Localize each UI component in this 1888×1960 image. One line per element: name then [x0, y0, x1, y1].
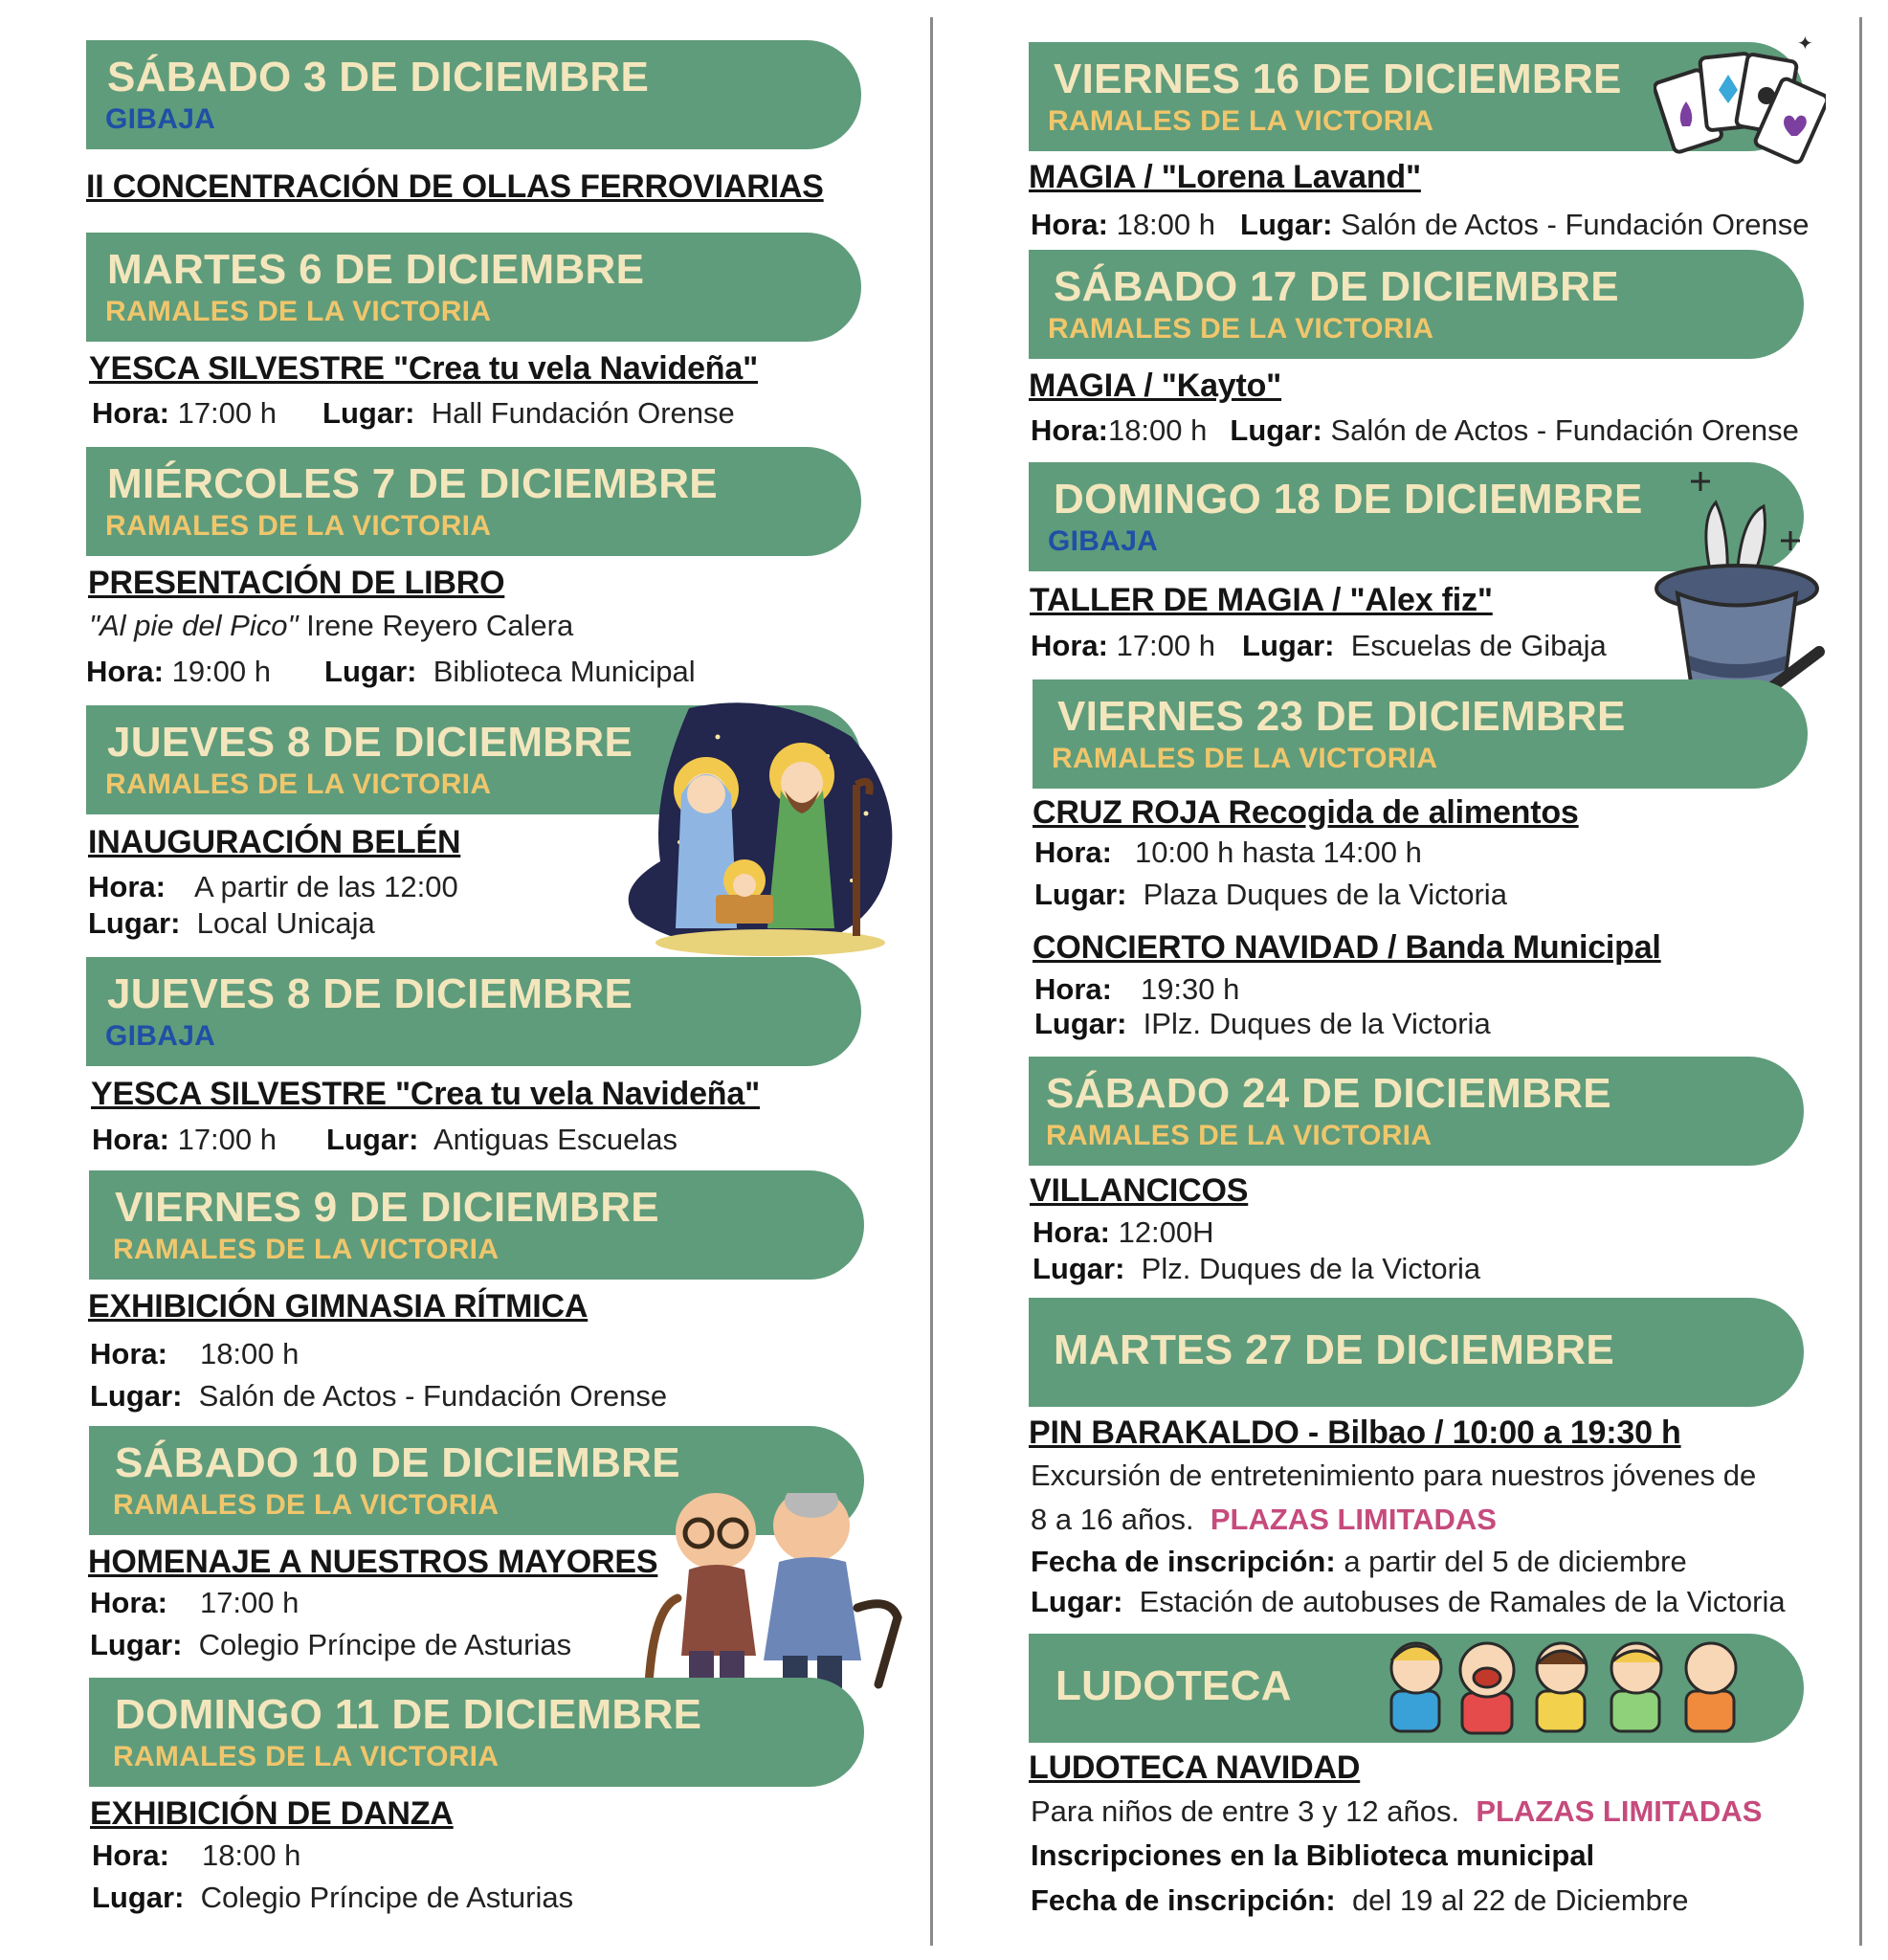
banner-place: RAMALES DE LA VICTORIA	[1046, 1120, 1433, 1151]
svg-text:✦: ✦	[1797, 36, 1813, 55]
event-lugar: Lugar: Plz. Duques de la Victoria	[1033, 1252, 1481, 1285]
date-banner-wed7	[86, 447, 861, 556]
banner-day: MARTES 27 DE DICIEMBRE	[1054, 1326, 1615, 1373]
event-hora-lugar: Hora: 17:00 h Lugar: Antiguas Escuelas	[92, 1123, 678, 1156]
banner-place: RAMALES DE LA VICTORIA	[1048, 313, 1434, 345]
banner-day: VIERNES 9 DE DICIEMBRE	[115, 1184, 659, 1231]
event-lugar: Lugar: Local Unicaja	[88, 906, 375, 940]
event-lugar: Lugar: Plaza Duques de la Victoria	[1034, 878, 1507, 911]
banner-day: JUEVES 8 DE DICIEMBRE	[107, 719, 633, 766]
banner-place: GIBAJA	[105, 103, 216, 135]
event-lugar: Lugar: Salón de Actos - Fundación Orense	[90, 1379, 668, 1413]
date-banner-thu8-gibaja	[86, 957, 861, 1066]
event-title: YESCA SILVESTRE "Crea tu vela Navideña"	[89, 350, 758, 387]
event-hora-lugar: Hora:18:00 h Lugar: Salón de Actos - Fundación Orense	[1031, 413, 1799, 447]
event-inscripciones: Inscripciones en la Biblioteca municipal	[1031, 1838, 1595, 1872]
banner-place: RAMALES DE LA VICTORIA	[1052, 743, 1438, 774]
date-banner-tue6	[86, 233, 861, 342]
event-lugar: Lugar: Colegio Príncipe de Asturias	[92, 1881, 574, 1914]
event-hora-lugar: Hora: 19:00 h Lugar: Biblioteca Municipal	[86, 655, 696, 688]
banner-day: SÁBADO 3 DE DICIEMBRE	[107, 54, 650, 100]
event-hora-lugar: Hora: 18:00 h Lugar: Salón de Actos - Fundación Orense	[1031, 208, 1810, 241]
event-title: INAUGURACIÓN BELÉN	[88, 824, 461, 860]
banner-day: JUEVES 8 DE DICIEMBRE	[107, 970, 633, 1017]
event-title: PIN BARAKALDO - Bilbao / 10:00 a 19:30 h	[1029, 1414, 1681, 1451]
event-title: YESCA SILVESTRE "Crea tu vela Navideña"	[91, 1076, 760, 1112]
banner-day: LUDOTECA	[1055, 1662, 1292, 1709]
event-lugar: Lugar: Colegio Príncipe de Asturias	[90, 1628, 572, 1661]
event-title: VILLANCICOS	[1030, 1172, 1249, 1209]
plazas-limitadas-badge: PLAZAS LIMITADAS	[1476, 1794, 1763, 1828]
event-book: "Al pie del Pico" Irene Reyero Calera	[89, 609, 574, 642]
event-title: MAGIA / "Kayto"	[1029, 368, 1282, 404]
event-title: CRUZ ROJA Recogida de alimentos	[1033, 794, 1579, 831]
event-hora: Hora: 12:00H	[1033, 1215, 1214, 1249]
banner-place: GIBAJA	[105, 1020, 216, 1052]
event-hora: Hora: 17:00 h	[90, 1586, 300, 1619]
banner-day: VIERNES 16 DE DICIEMBRE	[1054, 56, 1622, 102]
event-description: Para niños de entre 3 y 12 años. PLAZAS LIMITADAS	[1031, 1794, 1763, 1828]
banner-place: RAMALES DE LA VICTORIA	[105, 296, 492, 327]
event-hora: Hora: 10:00 h hasta 14:00 h	[1034, 835, 1422, 869]
nativity-illustration	[622, 699, 900, 957]
event-fecha-inscripcion: Fecha de inscripción: del 19 al 22 de Diciembre	[1031, 1883, 1689, 1917]
event-title: MAGIA / "Lorena Lavand"	[1029, 159, 1421, 195]
event-description: Excursión de entretenimiento para nuestros jóvenes de	[1031, 1459, 1757, 1492]
banner-day: MARTES 6 DE DICIEMBRE	[107, 246, 645, 293]
event-hora: Hora: 18:00 h	[90, 1337, 300, 1370]
banner-place: GIBAJA	[1048, 525, 1159, 557]
date-banner-fri9	[89, 1170, 864, 1280]
event-title: CONCIERTO NAVIDAD / Banda Municipal	[1033, 929, 1661, 966]
event-title: LUDOTECA NAVIDAD	[1029, 1749, 1361, 1786]
banner-day: VIERNES 23 DE DICIEMBRE	[1057, 693, 1626, 740]
column-divider-right	[1859, 17, 1862, 1946]
playing-cards-icon	[1654, 36, 1826, 170]
event-hora: Hora: 18:00 h	[92, 1838, 301, 1872]
event-title: EXHIBICIÓN DE DANZA	[90, 1795, 454, 1832]
banner-place: RAMALES DE LA VICTORIA	[105, 768, 492, 800]
date-banner-sat24	[1029, 1057, 1804, 1166]
banner-day: MIÉRCOLES 7 DE DICIEMBRE	[107, 460, 718, 507]
banner-place: RAMALES DE LA VICTORIA	[105, 510, 492, 542]
elderly-couple-illustration	[639, 1493, 917, 1689]
banner-place: RAMALES DE LA VICTORIA	[113, 1234, 500, 1265]
date-banner-fri23	[1033, 679, 1808, 789]
event-fecha-inscripcion: Fecha de inscripción: a partir del 5 de diciembre	[1031, 1545, 1687, 1578]
event-hora-lugar: Hora: 17:00 h Lugar: Hall Fundación Orense	[92, 396, 735, 430]
event-title: TALLER DE MAGIA / "Alex fiz"	[1030, 582, 1493, 618]
event-title: PRESENTACIÓN DE LIBRO	[88, 565, 505, 601]
date-banner-sat3	[86, 40, 861, 149]
children-illustration	[1378, 1632, 1761, 1745]
banner-day: DOMINGO 18 DE DICIEMBRE	[1054, 476, 1643, 523]
date-banner-tue27	[1029, 1298, 1804, 1407]
banner-day: SÁBADO 10 DE DICIEMBRE	[115, 1439, 680, 1486]
banner-place: RAMALES DE LA VICTORIA	[113, 1741, 500, 1772]
event-description-2: 8 a 16 años. PLAZAS LIMITADAS	[1031, 1503, 1497, 1536]
event-title: II CONCENTRACIÓN DE OLLAS FERROVIARIAS	[86, 168, 824, 205]
banner-place: RAMALES DE LA VICTORIA	[113, 1489, 500, 1521]
event-hora-lugar: Hora: 17:00 h Lugar: Escuelas de Gibaja	[1031, 629, 1607, 662]
banner-place: RAMALES DE LA VICTORIA	[1048, 105, 1434, 137]
banner-day: DOMINGO 11 DE DICIEMBRE	[115, 1691, 702, 1738]
event-title: EXHIBICIÓN GIMNASIA RÍTMICA	[88, 1288, 589, 1325]
banner-day: SÁBADO 17 DE DICIEMBRE	[1054, 263, 1619, 310]
date-banner-sat17	[1029, 250, 1804, 359]
event-lugar: Lugar: Estación de autobuses de Ramales de la Victoria	[1031, 1585, 1786, 1618]
plazas-limitadas-badge: PLAZAS LIMITADAS	[1210, 1503, 1497, 1536]
banner-day: SÁBADO 24 DE DICIEMBRE	[1046, 1070, 1611, 1117]
event-title: HOMENAJE A NUESTROS MAYORES	[88, 1544, 658, 1580]
event-hora: Hora: A partir de las 12:00	[88, 870, 458, 903]
event-lugar: Lugar: IPlz. Duques de la Victoria	[1034, 1007, 1491, 1040]
column-divider-left	[930, 17, 933, 1946]
event-hora: Hora: 19:30 h	[1034, 972, 1240, 1006]
date-banner-sun11	[89, 1678, 864, 1787]
